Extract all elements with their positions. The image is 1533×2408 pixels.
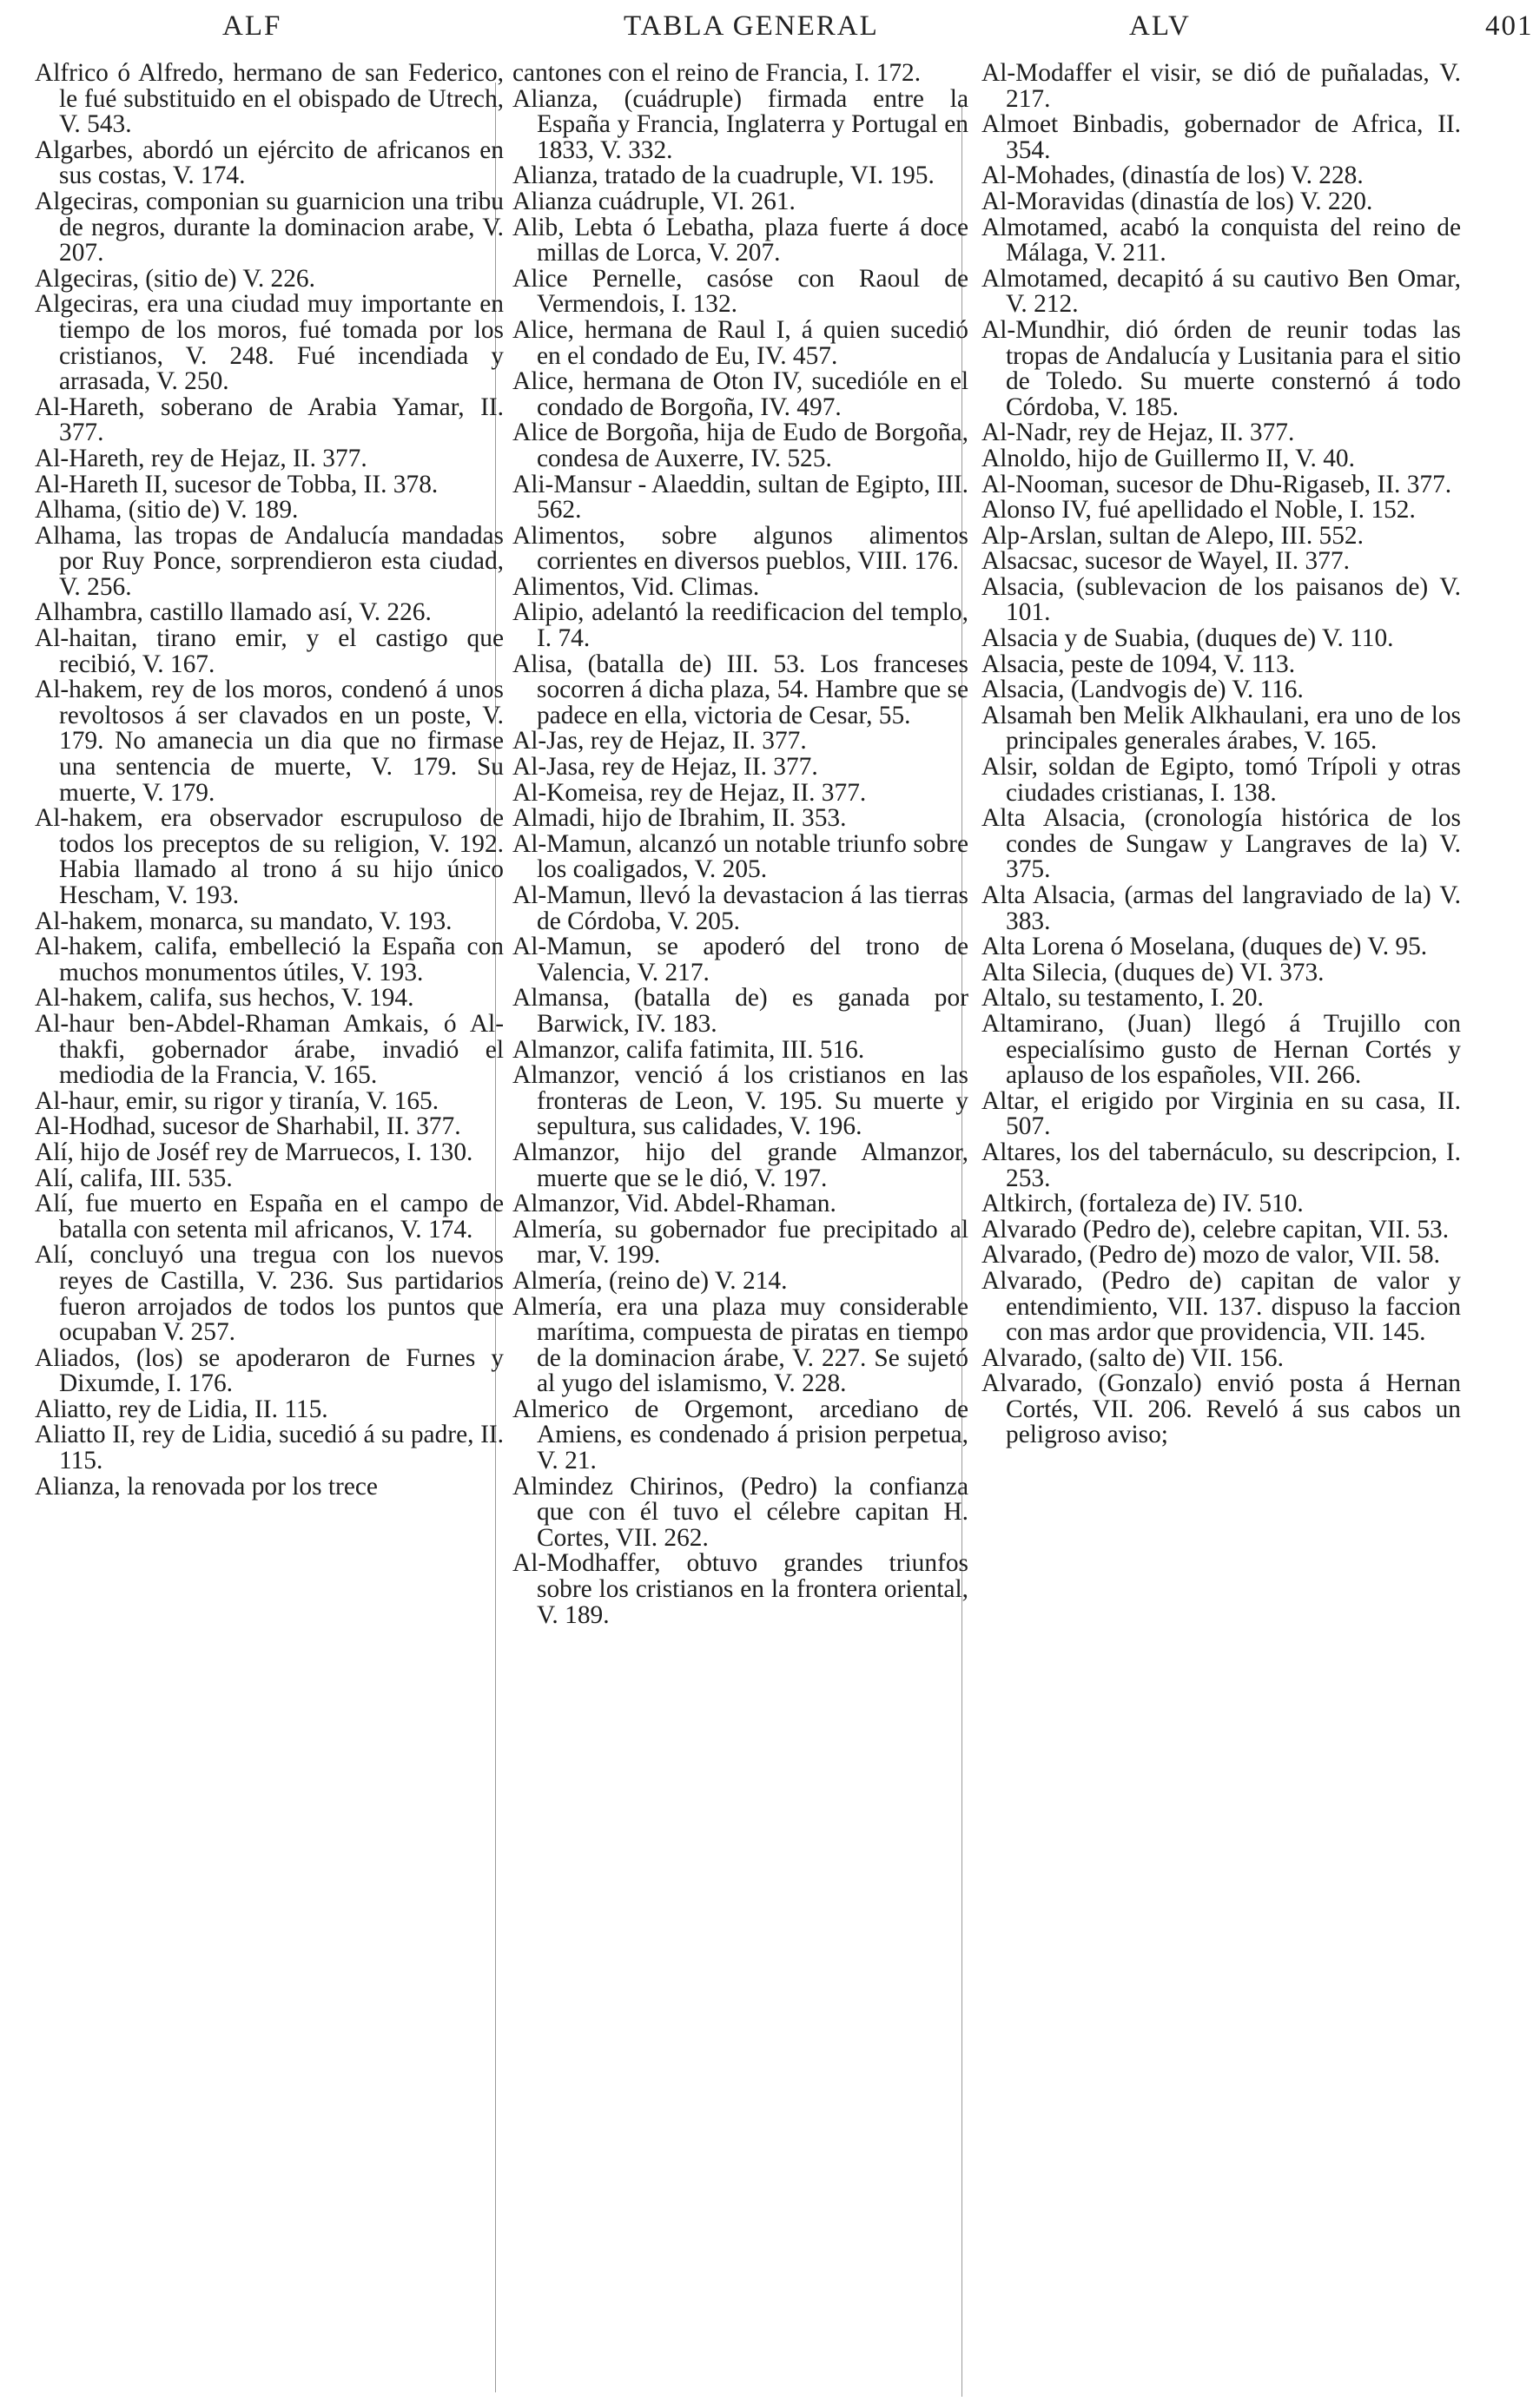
index-entry: Almanzor, Vid. Abdel-Rhaman. xyxy=(512,1190,836,1218)
index-entry: Alianza, la renovada por los trece xyxy=(35,1472,378,1501)
index-entry: Al-Nadr, rey de Hejaz, II. 377. xyxy=(981,419,1295,447)
index-entry: Algarbes, abordó un ejército de africanos en sus costas, V. 174. xyxy=(35,135,504,190)
index-entry: Algeciras, (sitio de) V. 226. xyxy=(35,264,315,293)
index-entry: Altamirano, (Juan) llegó á Trujillo con especialísimo gusto de Hernan Cortés y aplauso de los españoles, VII. 266. xyxy=(981,1009,1461,1090)
index-entry: Ali-Mansur - Alaeddin, sultan de Egipto, III. 562. xyxy=(512,470,968,524)
index-entry: Al-Jas, rey de Hejaz, II. 377. xyxy=(512,727,807,755)
index-entry: Alsacia, (Landvogis de) V. 116. xyxy=(981,676,1304,704)
index-entry: Alsacsac, sucesor de Wayel, II. 377. xyxy=(981,547,1350,576)
index-entry: Alnoldo, hijo de Guillermo II, V. 40. xyxy=(981,444,1355,472)
index-column-3 xyxy=(981,61,1461,1448)
index-entry: Al-haur ben-Abdel-Rhaman Amkais, ó Al-thakfi, gobernador árabe, invadió el mediodia de la Francia, V. 165. xyxy=(35,1009,504,1090)
index-entry: Al-haur, emir, su rigor y tiranía, V. 165. xyxy=(35,1086,439,1115)
index-entry: Al-Hodhad, sucesor de Sharhabil, II. 377. xyxy=(35,1112,461,1141)
index-entry: cantones con el reino de Francia, I. 172. xyxy=(512,59,922,87)
index-entry: Almindez Chirinos, (Pedro) la confianza que con él tuvo el célebre capitan H. Cortes, VII. 262. xyxy=(512,1472,968,1552)
index-entry: Al-Modaffer el visir, se dió de puñaladas, V. 217. xyxy=(981,59,1461,113)
index-entry: Alianza, tratado de la cuadruple, VI. 195. xyxy=(512,162,935,190)
index-entry: Alta Lorena ó Moselana, (duques de) V. 95. xyxy=(981,933,1428,961)
index-entry: Alvarado, (Gonzalo) envió posta á Hernan Cortés, VII. 206. Reveló á sus cabos un peligroso aviso; xyxy=(981,1369,1461,1449)
index-column-2 xyxy=(512,61,968,1628)
index-entry: Al-Jasa, rey de Hejaz, II. 377. xyxy=(512,753,818,782)
index-entry: Almería, era una plaza muy considerable marítima, compuesta de piratas en tiempo de la dominacion árabe, V. 227. Se sujetó al yugo del islamismo, V. 228. xyxy=(512,1292,968,1398)
index-entry: Almanzor, hijo del grande Almanzor, muerte que se le dió, V. 197. xyxy=(512,1138,968,1192)
index-entry: Algeciras, componian su guarnicion una tribu de negros, durante la dominacion arabe, V. 207. xyxy=(35,187,504,267)
index-entry: Alimentos, Vid. Climas. xyxy=(512,572,760,601)
index-entry: Alta Silecia, (duques de) VI. 373. xyxy=(981,958,1325,986)
index-entry: Alsacia y de Suabia, (duques de) V. 110. xyxy=(981,624,1394,653)
index-entry: Al-Mamun, alcanzó un notable triunfo sobre los coaligados, V. 205. xyxy=(512,829,968,884)
index-entry: Alí, concluyó una tregua con los nuevos reyes de Castilla, V. 236. Sus partidarios fueron arrojados de todos los puntos que ocupaban V. 257. xyxy=(35,1241,504,1347)
index-entry: Altkirch, (fortaleza de) IV. 510. xyxy=(981,1190,1304,1218)
index-entry: Al-Mohades, (dinastía de los) V. 228. xyxy=(981,162,1364,190)
index-entry: Alimentos, sobre algunos alimentos corrientes en diversos pueblos, VIII. 176. xyxy=(512,521,968,576)
index-column-1 xyxy=(35,61,504,1500)
index-entry: Al-Hareth, soberano de Arabia Yamar, II. 377. xyxy=(35,393,504,447)
index-entry: Aliatto II, rey de Lidia, sucedió á su padre, II. 115. xyxy=(35,1421,504,1475)
index-entry: Alonso IV, fué apellidado el Noble, I. 152. xyxy=(981,496,1416,524)
page-number: 401 xyxy=(1485,10,1533,42)
index-entry: Al-Hareth II, sucesor de Tobba, II. 378. xyxy=(35,470,439,498)
index-entry: Al-Hareth, rey de Hejaz, II. 377. xyxy=(35,444,367,472)
index-entry: Alfrico ó Alfredo, hermano de san Federico, le fué substituido en el obispado de Utrech, V. 543. xyxy=(35,59,504,139)
index-entry: Almerico de Orgemont, arcediano de Amiens, es condenado á prision perpetua, V. 21. xyxy=(512,1395,968,1475)
index-entry: Al-Modhaffer, obtuvo grandes triunfos sobre los cristianos en la frontera oriental, V. 189. xyxy=(512,1549,968,1629)
index-entry: Almotamed, acabó la conquista del reino de Málaga, V. 211. xyxy=(981,213,1461,267)
index-entry: Alvarado, (salto de) VII. 156. xyxy=(981,1343,1284,1372)
index-entry: Aliatto, rey de Lidia, II. 115. xyxy=(35,1395,328,1423)
index-entry: Altar, el erigido por Virginia en su casa, II. 507. xyxy=(981,1086,1461,1141)
index-entry: Al-Komeisa, rey de Hejaz, II. 377. xyxy=(512,778,867,807)
index-entry: Alice de Borgoña, hija de Eudo de Borgoña, condesa de Auxerre, IV. 525. xyxy=(512,419,968,472)
index-entry: Alsacia, (sublevacion de los paisanos de) V. 101. xyxy=(981,572,1461,627)
index-entry: Alib, Lebta ó Lebatha, plaza fuerte á doce millas de Lorca, V. 207. xyxy=(512,213,968,267)
index-entry: Alice Pernelle, casóse con Raoul de Vermendois, I. 132. xyxy=(512,264,968,319)
index-entry: Almoet Binbadis, gobernador de Africa, II. 354. xyxy=(981,110,1461,164)
index-entry: Alta Alsacia, (cronología histórica de los condes de Sungaw y Langraves de la) V. 375. xyxy=(981,804,1461,884)
index-entry: Alianza cuádruple, VI. 261. xyxy=(512,187,796,215)
index-entry: Almotamed, decapitó á su cautivo Ben Omar, V. 212. xyxy=(981,264,1461,319)
index-entry: Almadi, hijo de Ibrahim, II. 353. xyxy=(512,804,847,833)
index-entry: Alí, califa, III. 535. xyxy=(35,1164,233,1192)
index-entry: Alvarado, (Pedro de) mozo de valor, VII. 58. xyxy=(981,1241,1440,1270)
index-entry: Alta Alsacia, (armas del langraviado de la) V. 383. xyxy=(981,881,1461,935)
index-entry: Alsir, soldan de Egipto, tomó Trípoli y otras ciudades cristianas, I. 138. xyxy=(981,753,1461,807)
index-entry: Al-haitan, tirano emir, y el castigo que recibió, V. 167. xyxy=(35,624,504,678)
index-entry: Alsacia, peste de 1094, V. 113. xyxy=(981,650,1296,678)
index-entry: Al-hakem, rey de los moros, condenó á unos revoltosos á ser clavados en un poste, V. 179. No amanecia un dia que no firmase una sentencia de muerte, V. 179. Su muerte, V. 179. xyxy=(35,676,504,807)
header-title: TABLA GENERAL xyxy=(624,10,879,42)
index-entry: Almansa, (batalla de) es ganada por Barwick, IV. 183. xyxy=(512,984,968,1038)
index-entry: Alp-Arslan, sultan de Alepo, III. 552. xyxy=(981,521,1364,550)
index-entry: Almanzor, califa fatimita, III. 516. xyxy=(512,1035,865,1064)
index-entry: Al-Moravidas (dinastía de los) V. 220. xyxy=(981,187,1373,215)
index-entry: Al-Nooman, sucesor de Dhu-Rigaseb, II. 377. xyxy=(981,470,1452,498)
index-entry: Alhama, (sitio de) V. 189. xyxy=(35,496,299,524)
index-entry: Al-hakem, califa, embelleció la España con muchos monumentos útiles, V. 193. xyxy=(35,933,504,986)
index-entry: Alisa, (batalla de) III. 53. Los franceses socorren á dicha plaza, 54. Hambre que se padece en ella, victoria de Cesar, 55. xyxy=(512,650,968,729)
index-entry: Alvarado (Pedro de), celebre capitan, VII. 53. xyxy=(981,1215,1450,1244)
index-entry: Al-hakem, monarca, su mandato, V. 193. xyxy=(35,907,453,935)
index-entry: Altares, los del tabernáculo, su descripcion, I. 253. xyxy=(981,1138,1461,1192)
index-entry: Alsamah ben Melik Alkhaulani, era uno de los principales generales árabes, V. 165. xyxy=(981,701,1461,755)
running-header xyxy=(0,10,1533,54)
index-entry: Algeciras, era una ciudad muy importante en tiempo de los moros, fué tomada por los cristianos, V. 248. Fué incendiada y arrasada, V. 250. xyxy=(35,290,504,396)
header-left-guide-word: ALF xyxy=(222,10,282,42)
index-entry: Alipio, adelantó la reedificacion del templo, I. 74. xyxy=(512,598,968,653)
index-entry: Alice, hermana de Oton IV, sucedióle en el condado de Borgoña, IV. 497. xyxy=(512,367,968,421)
index-entry: Al-Mamun, se apoderó del trono de Valencia, V. 217. xyxy=(512,933,968,986)
header-right-guide-word: ALV xyxy=(1129,10,1191,42)
index-entry: Almanzor, venció á los cristianos en las fronteras de Leon, V. 195. Su muerte y sepultura, sus calidades, V. 196. xyxy=(512,1061,968,1141)
index-entry: Alvarado, (Pedro de) capitan de valor y entendimiento, VII. 137. dispuso la faccion con mas ardor que providencia, VII. 145. xyxy=(981,1266,1461,1347)
index-entry: Alice, hermana de Raul I, á quien sucedió en el condado de Eu, IV. 457. xyxy=(512,315,968,370)
index-entry: Al-hakem, era observador escrupuloso de todos los preceptos de su religion, V. 192. Habia llamado al trono á su hijo único Hescham, V. 193. xyxy=(35,804,504,909)
index-entry: Aliados, (los) se apoderaron de Furnes y Dixumde, I. 176. xyxy=(35,1343,504,1398)
index-entry: Al-Mamun, llevó la devastacion á las tierras de Córdoba, V. 205. xyxy=(512,881,968,935)
index-entry: Alí, hijo de Joséf rey de Marruecos, I. 130. xyxy=(35,1138,473,1166)
index-entry: Al-Mundhir, dió órden de reunir todas las tropas de Andalucía y Lusitania para el sitio de Toledo. Su muerte consternó á todo Córdoba, V. 185. xyxy=(981,315,1461,421)
index-entry: Alhama, las tropas de Andalucía mandadas por Ruy Ponce, sorprendieron esta ciudad, V. 256. xyxy=(35,521,504,601)
index-entry: Al-hakem, califa, sus hechos, V. 194. xyxy=(35,984,414,1013)
index-entry: Almería, (reino de) V. 214. xyxy=(512,1266,788,1295)
index-entry: Almería, su gobernador fue precipitado al mar, V. 199. xyxy=(512,1215,968,1270)
index-entry: Alianza, (cuádruple) firmada entre la España y Francia, Inglaterra y Portugal en 1833, V. 332. xyxy=(512,84,968,164)
index-entry: Altalo, su testamento, I. 20. xyxy=(981,984,1264,1013)
index-entry: Alhambra, castillo llamado así, V. 226. xyxy=(35,598,432,627)
index-entry: Alí, fue muerto en España en el campo de batalla con setenta mil africanos, V. 174. xyxy=(35,1190,504,1244)
